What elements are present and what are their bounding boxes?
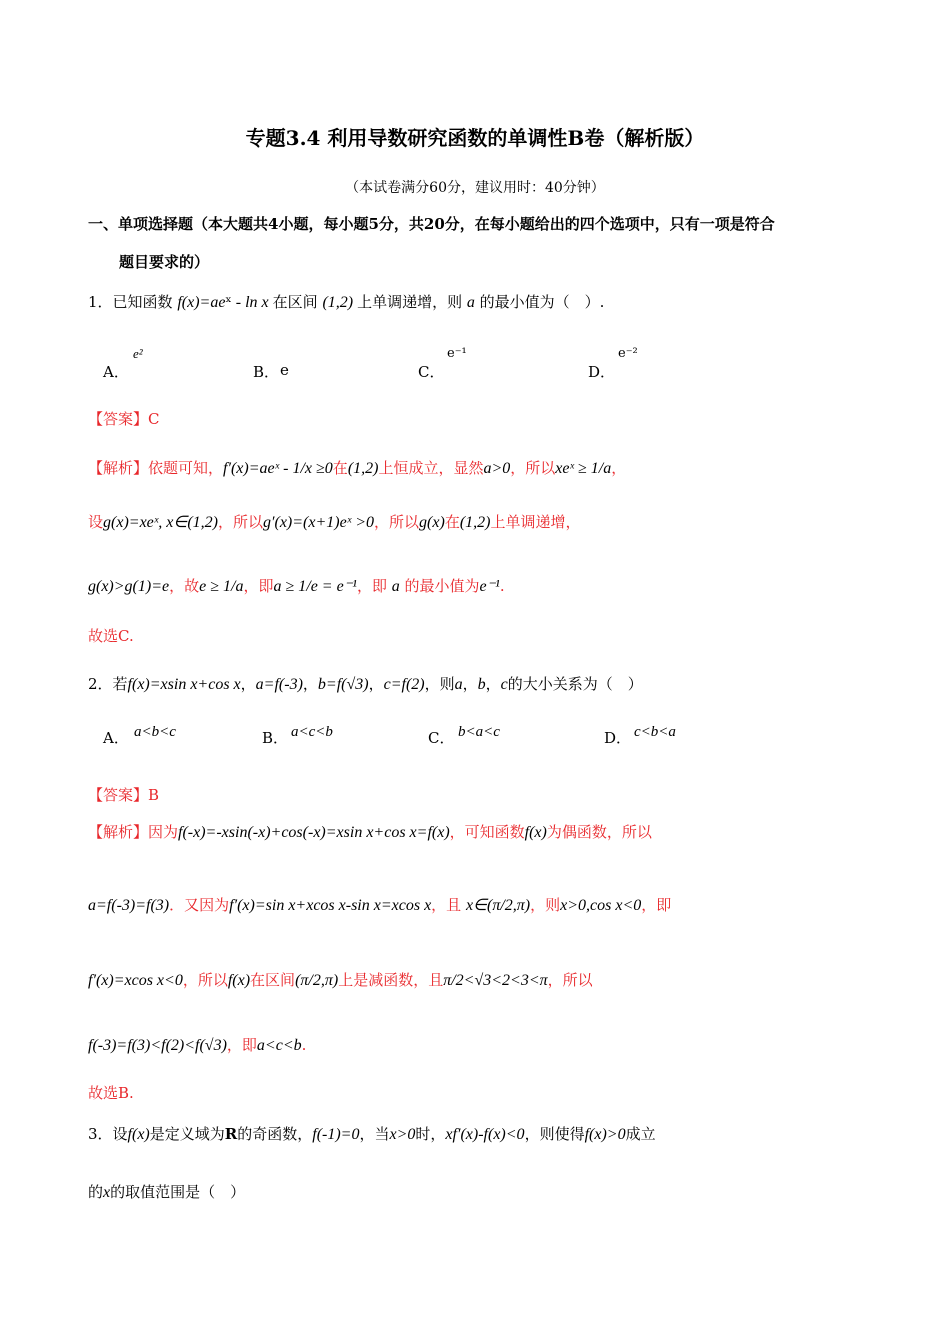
text-segment: ，所以 (182, 971, 228, 989)
text-segment: 的奇函数， (237, 1125, 313, 1143)
solution-2-line-3 (88, 970, 593, 991)
option-d-label: D． (588, 363, 616, 381)
math-expression: a=f(-3)=f(3) (88, 897, 170, 914)
text-segment: 在 (332, 459, 348, 477)
text-segment: ，即 (243, 577, 274, 595)
math-expression: (1,2) (459, 514, 491, 531)
solution-1-line-3 (88, 576, 505, 597)
math-expression: e ≥ 1/a (199, 578, 244, 595)
section-heading: 一、单项选择题（本大题共4小题，每小题5分，共20分，在每小题给出的四个选项中，只有一项是符合 (88, 215, 775, 233)
math-expression: g′(x)=(x+1)eˣ >0 (263, 514, 375, 531)
text-segment: 设 (88, 513, 104, 531)
math-expression: π/2<√3<2<3<π (443, 972, 548, 989)
option-c-value: b<a<c (458, 724, 500, 740)
text-segment: ， (240, 675, 256, 693)
text-segment: ˣ (225, 293, 232, 311)
text-segment: ，所以 (217, 513, 263, 531)
math-expression: (1,2) (322, 294, 358, 311)
text-segment: 的 (88, 1183, 104, 1201)
solution-2-line-4 (88, 1035, 306, 1056)
text-segment: ，所以 (374, 513, 420, 531)
text-segment: 上单调递增， (490, 513, 581, 531)
math-expression: (1,2) (347, 460, 379, 477)
text-segment: 在区间 (250, 971, 296, 989)
text-segment: 成立 (625, 1125, 656, 1143)
math-expression: f(x)=ae (177, 294, 226, 311)
math-expression: f(x) (524, 824, 547, 841)
text-segment: 2．若 (88, 675, 128, 693)
text-segment: 在 (444, 513, 460, 531)
option-b-value: e (280, 361, 289, 379)
text-segment: 【答案】C (88, 410, 160, 428)
option-d-value: c<b<a (634, 724, 676, 740)
text-segment: 【答案】B (88, 786, 160, 804)
text-segment: 的大小关系为（ ） (507, 675, 643, 693)
math-expression: a ≥ 1/e = e⁻¹ (273, 578, 357, 595)
math-expression: f′(x)=aeˣ - 1/x ≥0 (223, 460, 333, 477)
text-segment: ，故 (169, 577, 200, 595)
answer-1 (88, 409, 159, 429)
option-d-label: D． (604, 729, 632, 747)
text-segment: ，则 (424, 675, 455, 693)
choice-2 (88, 1083, 134, 1103)
math-expression: x∈(π/2,π) (465, 897, 531, 914)
math-expression: xeˣ ≥ 1/a (555, 460, 612, 477)
option-c-label: C． (428, 729, 455, 747)
option-b-label: B． (253, 363, 280, 381)
text-segment: ，即 (356, 577, 392, 595)
option-b-label: B． (262, 729, 289, 747)
option-a-value: e² (133, 346, 143, 361)
math-expression: a<c<b (256, 1037, 302, 1054)
text-segment: ，所以 (510, 459, 556, 477)
text-segment: ，则使得 (524, 1125, 585, 1143)
option-a-label: A． (103, 729, 129, 747)
math-expression: x>0,cos x<0 (560, 897, 642, 914)
question-3-cont (88, 1182, 245, 1203)
text-segment: ， (611, 459, 627, 477)
text-segment: 为偶函数，所以 (546, 823, 652, 841)
math-expression: g(x) (419, 514, 445, 531)
text-segment: ，且 (431, 896, 466, 914)
math-expression: g(x)>g(1)=e (88, 578, 170, 595)
text-segment: ， (302, 675, 318, 693)
question-1 (88, 292, 604, 313)
text-segment: 上单调递增，则 (357, 293, 467, 311)
math-expression: f(x)>0 (584, 1126, 626, 1143)
solution-2-line-1 (88, 822, 652, 843)
math-expression: g(x)=xeˣ, x∈(1,2) (103, 514, 218, 531)
text-segment: ，则 (530, 896, 561, 914)
answer-2 (88, 785, 159, 805)
text-segment: 在区间 (272, 293, 323, 311)
text-segment: ，当 (359, 1125, 390, 1143)
text-segment: ，可知函数 (449, 823, 525, 841)
math-expression: a (454, 676, 463, 693)
text-segment: . (301, 1036, 307, 1054)
option-a-label: A． (103, 363, 129, 381)
math-expression: (π/2,π) (295, 972, 339, 989)
text-segment: 【解析】因为 (88, 823, 179, 841)
text-segment: 故选B. (88, 1084, 134, 1102)
text-segment: ， (485, 675, 501, 693)
text-segment: 故选C. (88, 627, 134, 645)
math-expression: e⁻¹ (479, 578, 500, 595)
text-segment: ， (462, 675, 478, 693)
subtitle: （本试卷满分60分，建议用时：40分钟） (345, 180, 605, 196)
math-expression: f(x)=xsin x+cos x (127, 676, 241, 693)
math-expression: f(x) (127, 1126, 150, 1143)
option-a-value: a<b<c (134, 724, 176, 740)
text-segment: ，即 (226, 1036, 257, 1054)
math-expression: f(-3)=f(3)<f(2)<f(√3) (88, 1037, 227, 1054)
math-expression: b=f(√3) (317, 676, 369, 693)
text-segment: 上是减函数，且 (338, 971, 444, 989)
math-expression: f′(x)=xcos x<0 (88, 972, 183, 989)
math-expression: c (500, 676, 508, 693)
text-segment: ， (368, 675, 384, 693)
text-segment: 时， (415, 1125, 446, 1143)
math-expression: f′(x)=sin x+xcos x-sin x=xcos x (229, 897, 432, 914)
math-expression: a (391, 578, 400, 595)
text-segment: 上恒成立，显然 (378, 459, 484, 477)
option-d-value: e⁻² (618, 346, 638, 361)
solution-2-line-2 (88, 895, 671, 916)
math-expression: b (477, 676, 486, 693)
text-segment: 3．设 (88, 1125, 128, 1143)
option-c-value: e⁻¹ (447, 346, 467, 361)
text-segment: 是定义域为 (149, 1125, 225, 1143)
text-segment: ，即 (641, 896, 672, 914)
text-segment: ，所以 (547, 971, 593, 989)
page-title: 专题3.4 利用导数研究函数的单调性B卷（解析版） (245, 126, 705, 150)
math-expression: f(-x)=-xsin(-x)+cos(-x)=xsin x+cos x=f(x) (178, 824, 450, 841)
choice-1 (88, 626, 134, 646)
math-expression: f(-1)=0 (312, 1126, 360, 1143)
text-segment: 【解析】依题可知， (88, 459, 224, 477)
question-3 (88, 1124, 656, 1145)
text-segment: 的取值范围是（ ） (110, 1183, 246, 1201)
text-segment: 的最小值为（ ）. (474, 293, 605, 311)
math-expression: c=f(2) (383, 676, 425, 693)
math-expression: a (466, 294, 475, 311)
option-c-label: C． (418, 363, 445, 381)
math-expression: a=f(-3) (255, 676, 303, 693)
math-expression: xf′(x)-f(x)<0 (445, 1126, 525, 1143)
option-b-value: a<c<b (291, 724, 333, 740)
text-segment: . (499, 577, 505, 595)
solution-1-line-2 (88, 512, 581, 533)
solution-1-line-1 (88, 458, 626, 479)
text-segment: 的最小值为 (399, 577, 480, 595)
text-segment: R (224, 1125, 238, 1143)
math-expression: x>0 (389, 1126, 416, 1143)
math-expression: f(x) (227, 972, 251, 989)
math-expression: x (103, 1184, 111, 1201)
section-heading-cont: 题目要求的） (119, 253, 210, 271)
math-expression: a>0 (483, 460, 511, 477)
text-segment: 1．已知函数 (88, 293, 178, 311)
question-2 (88, 674, 643, 695)
text-segment: ．又因为 (169, 896, 230, 914)
math-expression: - ln x (231, 294, 273, 311)
